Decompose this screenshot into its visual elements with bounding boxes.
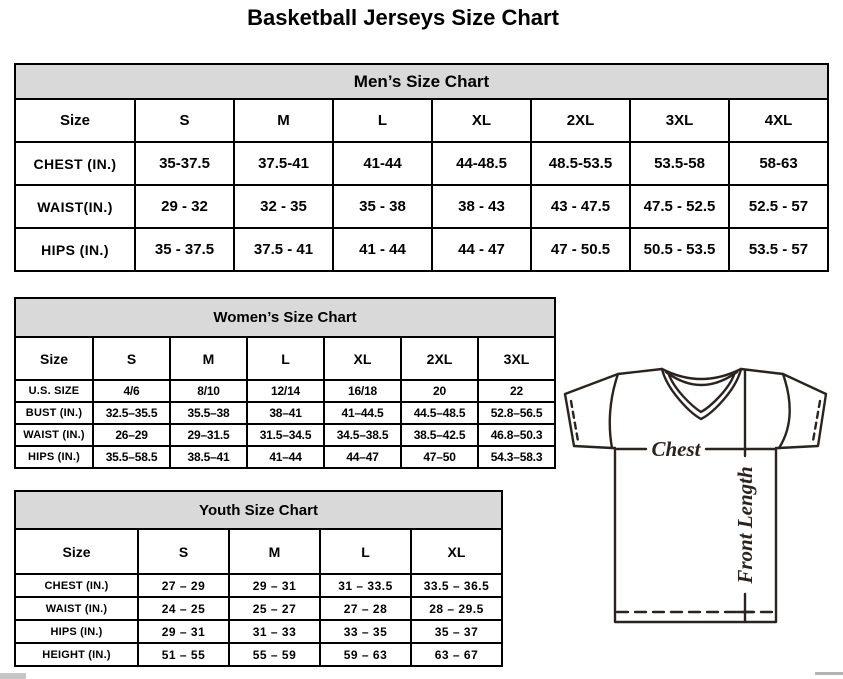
youth-cell: 28 – 29.5	[411, 597, 502, 620]
mens-table-row	[15, 142, 828, 185]
mens-table-title: Men’s Size Chart	[15, 64, 828, 99]
youth-column-header-s: S	[138, 529, 229, 574]
jersey-measurement-diagram	[555, 360, 840, 650]
mens-cell: 48.5-53.5	[531, 142, 630, 185]
womens-table-title-row	[15, 298, 555, 337]
womens-cell: 34.5–38.5	[324, 424, 401, 446]
womens-table-row	[15, 424, 555, 446]
youth-column-header-size: Size	[15, 529, 138, 574]
youth-cell: 33.5 – 36.5	[411, 574, 502, 597]
youth-cell: 33 – 35	[320, 620, 411, 643]
scrollbar-fragment-right	[815, 672, 843, 675]
womens-cell: 31.5–34.5	[247, 424, 324, 446]
womens-cell: 35.5–38	[170, 402, 247, 424]
womens-table-row	[15, 402, 555, 424]
youth-size-chart-table	[14, 490, 503, 667]
mens-row-label: WAIST(IN.)	[15, 185, 135, 228]
mens-column-header-2xl: 2XL	[531, 99, 630, 142]
youth-table-row	[15, 620, 502, 643]
jersey-diagram-svg	[555, 360, 840, 650]
scrollbar-fragment-left	[0, 673, 26, 679]
womens-cell: 46.8–50.3	[478, 424, 555, 446]
youth-row-label: WAIST (IN.)	[15, 597, 138, 620]
womens-column-header-3xl: 3XL	[478, 337, 555, 380]
mens-row-label: HIPS (IN.)	[15, 228, 135, 271]
page-title: Basketball Jerseys Size Chart	[247, 5, 559, 30]
womens-row-label: BUST (IN.)	[15, 402, 93, 424]
womens-cell: 29–31.5	[170, 424, 247, 446]
mens-cell: 43 - 47.5	[531, 185, 630, 228]
womens-column-header-s: S	[93, 337, 170, 380]
mens-table-title-row	[15, 64, 828, 99]
mens-cell: 44-48.5	[432, 142, 531, 185]
womens-cell: 32.5–35.5	[93, 402, 170, 424]
womens-cell: 52.8–56.5	[478, 402, 555, 424]
womens-cell: 16/18	[324, 380, 401, 402]
mens-column-header-s: S	[135, 99, 234, 142]
womens-cell: 41–44.5	[324, 402, 401, 424]
mens-size-chart-table	[14, 63, 829, 272]
left-sleeve-seam	[610, 374, 618, 448]
mens-cell: 35 - 37.5	[135, 228, 234, 271]
womens-row-label: WAIST (IN.)	[15, 424, 93, 446]
youth-cell: 25 – 27	[229, 597, 320, 620]
mens-cell: 29 - 32	[135, 185, 234, 228]
youth-table-row	[15, 597, 502, 620]
womens-table-row	[15, 380, 555, 402]
youth-cell: 35 – 37	[411, 620, 502, 643]
womens-column-header-l: L	[247, 337, 324, 380]
womens-table-title: Women’s Size Chart	[15, 298, 555, 337]
mens-cell: 53.5 - 57	[729, 228, 828, 271]
womens-cell: 26–29	[93, 424, 170, 446]
mens-cell: 53.5-58	[630, 142, 729, 185]
mens-cell: 41 - 44	[333, 228, 432, 271]
womens-cell: 44–47	[324, 446, 401, 468]
front-length-label: Front Length	[733, 466, 757, 584]
womens-cell: 4/6	[93, 380, 170, 402]
youth-table-header-row	[15, 529, 502, 574]
mens-table-header-row	[15, 99, 828, 142]
youth-cell: 27 – 28	[320, 597, 411, 620]
youth-cell: 31 – 33.5	[320, 574, 411, 597]
womens-column-header-xl: XL	[324, 337, 401, 380]
chest-label: Chest	[651, 437, 701, 461]
mens-cell: 47 - 50.5	[531, 228, 630, 271]
womens-row-label: U.S. SIZE	[15, 380, 93, 402]
mens-table-row	[15, 185, 828, 228]
mens-table-row	[15, 228, 828, 271]
youth-cell: 24 – 25	[138, 597, 229, 620]
youth-table-row	[15, 643, 502, 666]
mens-column-header-l: L	[333, 99, 432, 142]
womens-cell: 38–41	[247, 402, 324, 424]
youth-cell: 63 – 67	[411, 643, 502, 666]
womens-column-header-m: M	[170, 337, 247, 380]
womens-cell: 47–50	[401, 446, 478, 468]
youth-cell: 27 – 29	[138, 574, 229, 597]
womens-cell: 35.5–58.5	[93, 446, 170, 468]
youth-row-label: CHEST (IN.)	[15, 574, 138, 597]
mens-cell: 35-37.5	[135, 142, 234, 185]
mens-column-header-size: Size	[15, 99, 135, 142]
mens-cell: 37.5-41	[234, 142, 333, 185]
mens-cell: 44 - 47	[432, 228, 531, 271]
youth-column-header-xl: XL	[411, 529, 502, 574]
mens-column-header-4xl: 4XL	[729, 99, 828, 142]
youth-table-row	[15, 574, 502, 597]
womens-column-header-2xl: 2XL	[401, 337, 478, 380]
womens-row-label: HIPS (IN.)	[15, 446, 93, 468]
womens-table-row	[15, 446, 555, 468]
womens-cell: 38.5–42.5	[401, 424, 478, 446]
youth-cell: 31 – 33	[229, 620, 320, 643]
youth-column-header-m: M	[229, 529, 320, 574]
mens-cell: 32 - 35	[234, 185, 333, 228]
womens-cell: 12/14	[247, 380, 324, 402]
youth-cell: 29 – 31	[138, 620, 229, 643]
mens-cell: 50.5 - 53.5	[630, 228, 729, 271]
womens-cell: 8/10	[170, 380, 247, 402]
mens-cell: 41-44	[333, 142, 432, 185]
youth-cell: 51 – 55	[138, 643, 229, 666]
mens-column-header-3xl: 3XL	[630, 99, 729, 142]
mens-cell: 38 - 43	[432, 185, 531, 228]
mens-cell: 58-63	[729, 142, 828, 185]
womens-cell: 38.5–41	[170, 446, 247, 468]
mens-cell: 47.5 - 52.5	[630, 185, 729, 228]
youth-row-label: HIPS (IN.)	[15, 620, 138, 643]
womens-cell: 20	[401, 380, 478, 402]
right-sleeve-seam	[779, 374, 790, 448]
youth-cell: 55 – 59	[229, 643, 320, 666]
mens-column-header-xl: XL	[432, 99, 531, 142]
mens-cell: 52.5 - 57	[729, 185, 828, 228]
mens-column-header-m: M	[234, 99, 333, 142]
womens-cell: 22	[478, 380, 555, 402]
mens-cell: 35 - 38	[333, 185, 432, 228]
womens-cell: 41–44	[247, 446, 324, 468]
youth-table-title: Youth Size Chart	[15, 491, 502, 529]
womens-column-header-size: Size	[15, 337, 93, 380]
youth-cell: 59 – 63	[320, 643, 411, 666]
mens-row-label: CHEST (IN.)	[15, 142, 135, 185]
youth-table-title-row	[15, 491, 502, 529]
womens-table-header-row	[15, 337, 555, 380]
womens-size-chart-table	[14, 297, 556, 469]
youth-cell: 29 – 31	[229, 574, 320, 597]
youth-column-header-l: L	[320, 529, 411, 574]
youth-row-label: HEIGHT (IN.)	[15, 643, 138, 666]
mens-cell: 37.5 - 41	[234, 228, 333, 271]
womens-cell: 54.3–58.3	[478, 446, 555, 468]
womens-cell: 44.5–48.5	[401, 402, 478, 424]
